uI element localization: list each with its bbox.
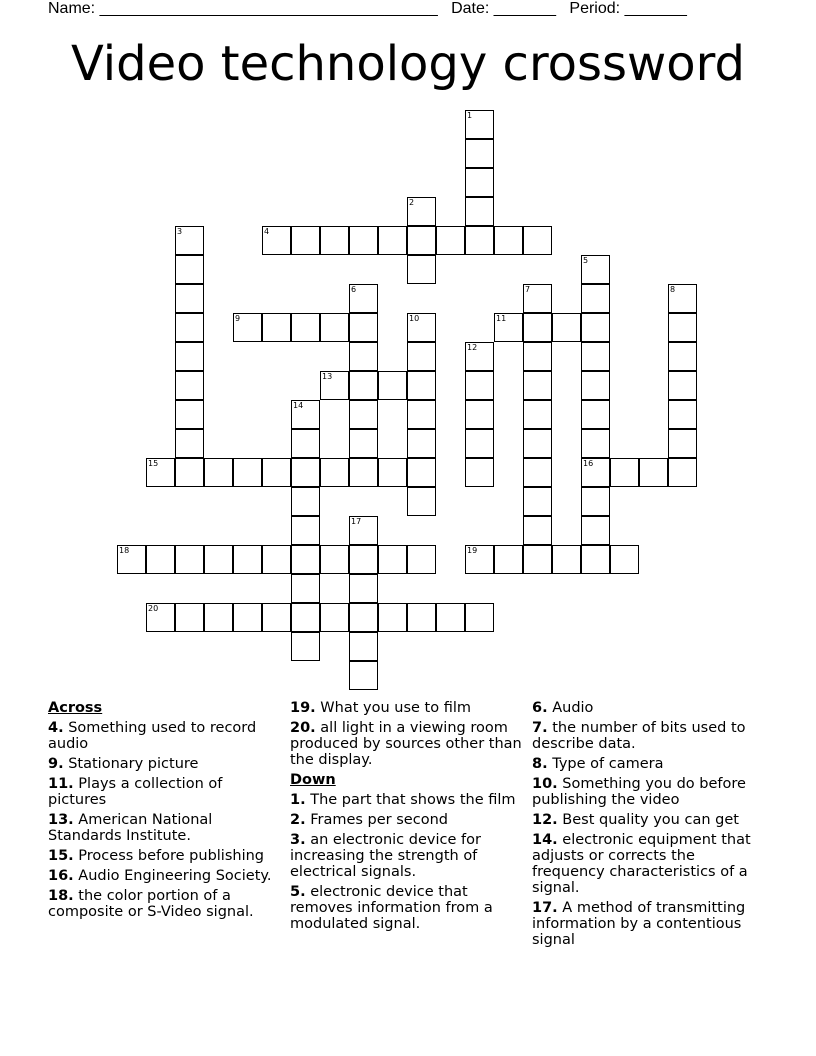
grid-cell[interactable] [262,458,291,487]
clue-number: 12. [532,812,558,828]
grid-cell[interactable] [407,603,436,632]
cell-number: 8 [670,285,676,294]
grid-cell[interactable] [581,487,610,516]
grid-cell[interactable] [407,197,436,226]
grid-cell[interactable] [378,371,407,400]
cell-number: 10 [409,314,420,323]
clue-number: 15. [48,848,74,864]
grid-cell[interactable] [668,284,697,313]
clue-text: the color portion of a composite or S-Video signal. [48,888,254,920]
grid-cell[interactable] [552,313,581,342]
clue-column-3 [532,700,768,952]
grid-cell[interactable] [204,603,233,632]
grid-cell[interactable] [262,603,291,632]
clue-text: an electronic device for increasing the strength of electrical signals. [290,832,481,880]
clue-text: Audio [552,700,594,716]
grid-cell[interactable] [204,545,233,574]
clue-number: 9. [48,756,64,772]
grid-cell[interactable] [291,487,320,516]
grid-cell[interactable] [668,400,697,429]
grid-cell[interactable] [175,226,204,255]
grid-cell[interactable] [291,632,320,661]
grid-cell[interactable] [523,545,552,574]
grid-cell[interactable] [233,545,262,574]
grid-cell[interactable] [407,429,436,458]
grid-cell[interactable] [262,313,291,342]
grid-cell[interactable] [291,516,320,545]
grid-cell[interactable] [494,226,523,255]
grid-cell[interactable] [523,516,552,545]
cell-number: 17 [351,517,362,526]
grid-cell[interactable] [610,458,639,487]
grid-cell[interactable] [523,226,552,255]
grid-cell[interactable] [668,342,697,371]
cell-number: 13 [322,372,333,381]
grid-cell[interactable] [581,371,610,400]
grid-cell[interactable] [378,458,407,487]
grid-cell[interactable] [291,429,320,458]
grid-cell[interactable] [465,197,494,226]
grid-cell[interactable] [465,110,494,139]
page-title: Video technology crossword [71,36,745,92]
clue-text: Plays a collection of pictures [48,776,223,808]
grid-cell[interactable] [175,313,204,342]
cell-number: 11 [496,314,507,323]
grid-cell[interactable] [494,313,523,342]
cell-number: 5 [583,256,589,265]
clue-item [290,792,522,808]
grid-cell[interactable] [523,429,552,458]
grid-cell[interactable] [407,226,436,255]
grid-cell[interactable] [233,603,262,632]
cell-number: 16 [583,459,594,468]
clue-text: Process before publishing [78,848,265,864]
grid-cell[interactable] [523,487,552,516]
grid-cell[interactable] [407,371,436,400]
period-blank[interactable]: _______ [624,0,687,17]
clue-number: 7. [532,720,548,736]
clue-text: Type of camera [552,756,664,772]
grid-cell[interactable] [465,545,494,574]
cell-number: 9 [235,314,241,323]
grid-cell[interactable] [436,226,465,255]
grid-cell[interactable] [465,342,494,371]
grid-cell[interactable] [291,226,320,255]
grid-cell[interactable] [465,429,494,458]
grid-cell[interactable] [146,458,175,487]
grid-cell[interactable] [175,371,204,400]
grid-cell[interactable] [146,545,175,574]
clue-text: Stationary picture [68,756,199,772]
clue-column-2 [290,700,522,936]
clue-number: 8. [532,756,548,772]
grid-cell[interactable] [407,342,436,371]
grid-cell[interactable] [465,603,494,632]
clue-item [290,832,522,880]
grid-cell[interactable] [146,603,175,632]
clue-number: 1. [290,792,306,808]
clue-number: 14. [532,832,558,848]
grid-cell[interactable] [581,284,610,313]
clue-item [532,900,768,948]
clue-item [48,756,278,772]
clue-text: Something used to record audio [48,720,257,752]
clue-number: 19. [290,700,316,716]
grid-cell[interactable] [175,603,204,632]
name-label: Name: [48,0,96,17]
grid-cell[interactable] [668,458,697,487]
cell-number: 12 [467,343,478,352]
clue-number: 6. [532,700,548,716]
grid-cell[interactable] [523,458,552,487]
clue-text: all light in a viewing room produced by sources other than the display. [290,720,522,768]
clue-section-heading: Across [48,700,103,716]
grid-cell[interactable] [378,545,407,574]
cell-number: 14 [293,401,304,410]
cell-number: 19 [467,546,478,555]
grid-cell[interactable] [465,168,494,197]
clue-number: 11. [48,776,74,792]
clue-number: 3. [290,832,306,848]
grid-cell[interactable] [320,458,349,487]
clue-number: 17. [532,900,558,916]
clue-item [48,720,278,752]
clue-item [532,812,768,828]
grid-cell[interactable] [175,255,204,284]
clue-item [532,700,768,716]
grid-cell[interactable] [349,342,378,371]
clue-number: 13. [48,812,74,828]
grid-cell[interactable] [407,458,436,487]
grid-cell[interactable] [378,603,407,632]
grid-cell[interactable] [349,429,378,458]
grid-cell[interactable] [291,545,320,574]
grid-cell[interactable] [349,226,378,255]
grid-cell[interactable] [320,603,349,632]
grid-cell[interactable] [639,458,668,487]
clue-text: A method of transmitting information by a contentious signal [532,900,746,948]
clue-number: 20. [290,720,316,736]
grid-cell[interactable] [610,545,639,574]
clue-item [48,812,278,844]
grid-cell[interactable] [668,429,697,458]
grid-cell[interactable] [668,371,697,400]
grid-cell[interactable] [465,400,494,429]
clue-text: Something you do before publishing the video [532,776,746,808]
grid-cell[interactable] [581,313,610,342]
grid-cell[interactable] [349,545,378,574]
date-blank[interactable]: _______ [493,0,557,17]
grid-cell[interactable] [407,400,436,429]
grid-cell[interactable] [378,226,407,255]
grid-cell[interactable] [494,545,523,574]
clue-item [290,884,522,932]
grid-cell[interactable] [407,545,436,574]
grid-cell[interactable] [291,313,320,342]
clue-number: 10. [532,776,558,792]
period-label: Period: [569,0,621,17]
cell-number: 1 [467,111,473,120]
cell-number: 3 [177,227,183,236]
grid-cell[interactable] [262,226,291,255]
clue-item [48,776,278,808]
grid-cell[interactable] [349,400,378,429]
clue-text: the number of bits used to describe data. [532,720,746,752]
grid-cell[interactable] [581,429,610,458]
grid-cell[interactable] [349,632,378,661]
grid-cell[interactable] [291,603,320,632]
grid-cell[interactable] [465,371,494,400]
grid-cell[interactable] [204,458,233,487]
grid-cell[interactable] [581,458,610,487]
grid-cell[interactable] [465,458,494,487]
grid-cell[interactable] [581,516,610,545]
grid-cell[interactable] [523,400,552,429]
grid-cell[interactable] [581,400,610,429]
grid-cell[interactable] [523,284,552,313]
grid-cell[interactable] [233,313,262,342]
grid-cell[interactable] [349,458,378,487]
name-blank[interactable]: ______________________________________ [99,0,438,17]
clue-text: American National Standards Institute. [48,812,213,844]
cell-number: 4 [264,227,270,236]
clue-number: 18. [48,888,74,904]
clue-item [48,888,278,920]
clue-text: What you use to film [320,700,471,716]
clue-item [532,776,768,808]
cell-number: 20 [148,604,159,613]
grid-cell[interactable] [407,487,436,516]
clue-column-1 [48,700,278,924]
clue-section-heading: Down [290,772,336,788]
clue-number: 16. [48,868,74,884]
grid-cell[interactable] [436,603,465,632]
grid-cell[interactable] [407,255,436,284]
clue-item [532,832,768,896]
grid-cell[interactable] [117,545,146,574]
clue-item [290,720,522,768]
grid-cell[interactable] [523,342,552,371]
grid-cell[interactable] [581,342,610,371]
clue-number: 5. [290,884,306,900]
grid-cell[interactable] [320,226,349,255]
grid-cell[interactable] [320,371,349,400]
grid-cell[interactable] [175,429,204,458]
grid-cell[interactable] [349,284,378,313]
clue-item [48,868,278,884]
clue-item [532,720,768,752]
date-label: Date: [451,0,490,17]
cell-number: 15 [148,459,159,468]
grid-cell[interactable] [349,603,378,632]
grid-cell[interactable] [349,516,378,545]
grid-cell[interactable] [175,400,204,429]
clue-text: The part that shows the film [310,792,516,808]
grid-cell[interactable] [407,313,436,342]
clue-item [290,700,522,716]
grid-cell[interactable] [349,574,378,603]
grid-cell[interactable] [262,545,291,574]
clue-text: Frames per second [310,812,448,828]
cell-number: 18 [119,546,130,555]
clue-number: 4. [48,720,64,736]
grid-cell[interactable] [175,545,204,574]
grid-cell[interactable] [523,371,552,400]
grid-cell[interactable] [291,574,320,603]
grid-cell[interactable] [465,139,494,168]
grid-cell[interactable] [291,458,320,487]
grid-cell[interactable] [175,342,204,371]
grid-cell[interactable] [291,400,320,429]
grid-cell[interactable] [581,545,610,574]
cell-number: 2 [409,198,415,207]
grid-cell[interactable] [320,313,349,342]
clue-text: electronic device that removes information from a modulated signal. [290,884,493,932]
grid-cell[interactable] [668,313,697,342]
grid-cell[interactable] [349,313,378,342]
clue-number: 2. [290,812,306,828]
cell-number: 7 [525,285,531,294]
grid-cell[interactable] [552,545,581,574]
grid-cell[interactable] [175,458,204,487]
clue-item [532,756,768,772]
cell-number: 6 [351,285,357,294]
grid-cell[interactable] [349,661,378,690]
grid-cell[interactable] [175,284,204,313]
clue-text: Best quality you can get [562,812,739,828]
clue-item [48,848,278,864]
grid-cell[interactable] [320,545,349,574]
grid-cell[interactable] [523,313,552,342]
clue-text: electronic equipment that adjusts or corrects the frequency characteristics of a signal. [532,832,751,896]
grid-cell[interactable] [581,255,610,284]
grid-cell[interactable] [233,458,262,487]
grid-cell[interactable] [465,226,494,255]
clue-text: Audio Engineering Society. [78,868,272,884]
grid-cell[interactable] [349,371,378,400]
clue-item [290,812,522,828]
